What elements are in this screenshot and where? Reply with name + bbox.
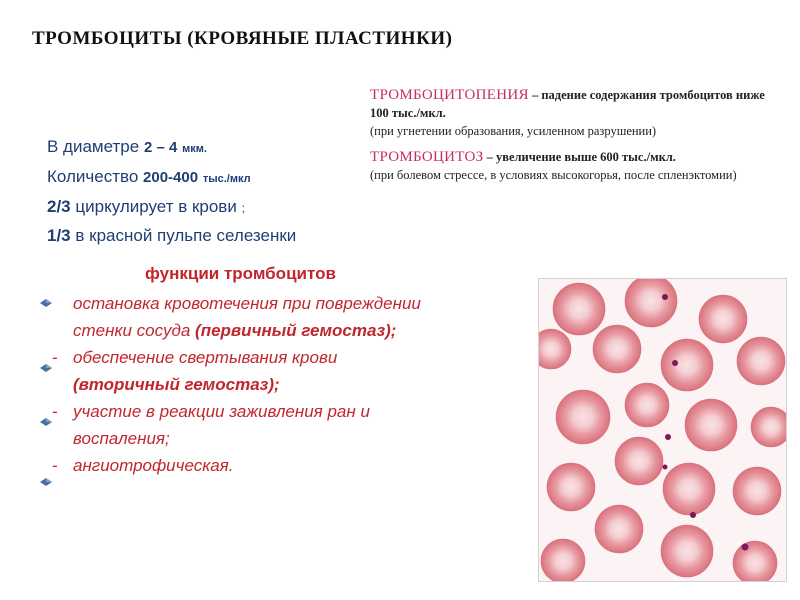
circulate-line <box>47 193 367 222</box>
thrombocytopenia-block <box>370 86 770 140</box>
diameter-value: 2 – 4 <box>143 139 178 156</box>
function-4-dash: - <box>52 456 58 475</box>
count-disorders <box>370 86 770 192</box>
count-label: Количество <box>47 167 139 186</box>
thrombocytopenia-note: (при угнетении образования, усиленном разрушении) <box>370 124 657 138</box>
count-value: 200-400 <box>143 169 199 186</box>
diameter-unit: мкм. <box>182 143 207 155</box>
spleen-fraction: 1/3 <box>47 226 71 245</box>
function-3-dash: - <box>52 402 58 421</box>
function-2-term: (вторичный гемостаз); <box>73 375 280 394</box>
thrombocytosis-term: ТРОМБОЦИТОЗ <box>370 149 484 165</box>
function-item-healing <box>40 398 540 452</box>
platelet-parameters <box>47 133 367 249</box>
functions-title: функции тромбоцитов <box>145 264 336 283</box>
diameter-line <box>47 133 367 163</box>
function-item-angiotrophic <box>40 452 540 479</box>
circulate-separator: ; <box>241 201 245 215</box>
diamond-bullet-icon <box>40 364 52 372</box>
blood-smear-illustration <box>539 279 786 581</box>
thrombocytosis-note: (при болевом стрессе, в условиях высокогорья, после спленэктомии) <box>370 168 737 182</box>
circulate-fraction: 2/3 <box>47 197 71 216</box>
diameter-label: В диаметре <box>47 137 140 156</box>
count-unit: тыс./мкл <box>202 173 251 185</box>
function-2-line-1: обеспечение свертывания крови <box>73 348 338 367</box>
thrombocytosis-definition: – увеличение выше 600 тыс./мкл. <box>486 150 676 164</box>
blood-smear-image <box>538 278 787 582</box>
functions-list <box>40 290 540 479</box>
function-item-coagulation <box>40 344 540 398</box>
count-line <box>47 163 367 193</box>
thrombocytopenia-definition: – падение содержания тромбоцитов ниже 100 тыс./мкл. <box>370 88 765 120</box>
circulate-text: циркулирует в крови <box>75 197 237 216</box>
spleen-text: в красной пульпе селезенки <box>75 226 297 245</box>
function-2-dash: - <box>52 348 58 367</box>
thrombocytopenia-term: ТРОМБОЦИТОПЕНИЯ <box>370 87 529 103</box>
function-1-line-2: стенки сосуда <box>73 321 191 340</box>
function-1-term: (первичный гемостаз); <box>195 321 397 340</box>
thrombocytosis-block <box>370 148 770 184</box>
function-1-line-1: остановка кровотечения при повреждении <box>73 294 421 313</box>
diamond-bullet-icon <box>40 418 52 426</box>
function-item-hemostasis <box>40 290 540 344</box>
diamond-bullet-icon <box>40 299 52 307</box>
function-3-line-2: воспаления; <box>73 429 170 448</box>
function-4-line-1: ангиотрофическая. <box>73 456 234 475</box>
page-title: ТРОМБОЦИТЫ (КРОВЯНЫЕ ПЛАСТИНКИ) <box>32 28 453 49</box>
spleen-line <box>47 222 367 249</box>
diamond-bullet-icon <box>40 478 52 486</box>
function-3-line-1: участие в реакции заживления ран и <box>73 402 370 421</box>
